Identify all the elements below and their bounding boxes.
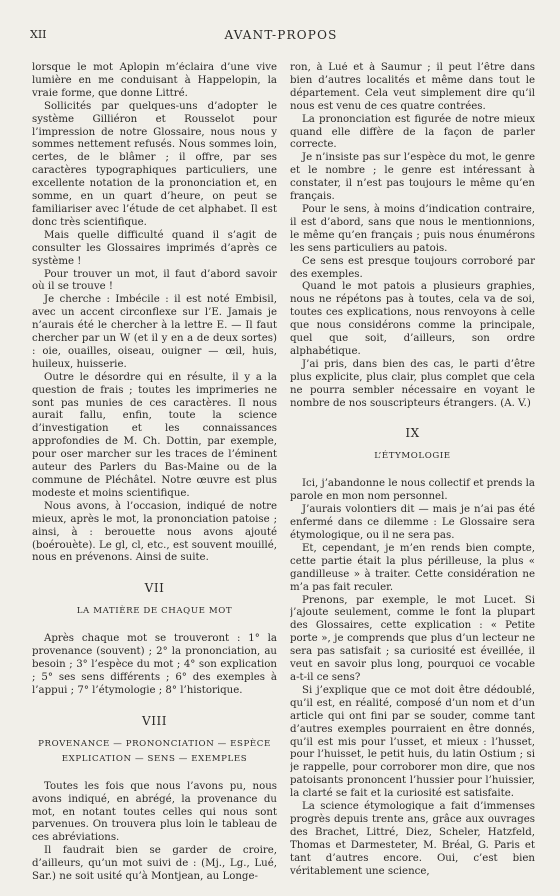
section-number: VIII — [142, 713, 167, 728]
section-title — [32, 737, 277, 767]
section-title-line: EXPLICATION — SENS — EXEMPLES — [61, 753, 248, 764]
paragraph: ron, à Lué et à Saumur ; il peut l’être dans bien d’autres localités et même dans tout le département. Cela veut simplement dire qu’il nous est venu de ces quatre contrées. — [290, 62, 535, 112]
paragraph: Toutes les fois que nous l’avons pu, nous avons indiqué, en abrégé, la provenance du mot, en notant toutes celles qui nous sont parvenues. On trouvera plus loin le tableau de ces abréviations. — [32, 780, 277, 844]
paragraph: Je n’insiste pas sur l’espèce du mot, le genre et le nombre ; le genre est intéressant à constater, il n’est pas toujours le même qu’en français. — [290, 152, 535, 203]
section-number: IX — [405, 426, 420, 441]
paragraph: Outre le désordre qui en résulte, il y a la question de frais ; toutes les imprimeries ne sont pas munies de ces caractères. Il nous aurait fallu, enfin, toute la science d’investigation et les connaissances approfondies de M. Ch. Dottin, par exemple, pour oser marcher sur les traces de l’éminent auteur des Parlers du Bas-Maine ou de la commune de Pléchâtel. Notre œuvre est plus modeste et moins scientifique. — [32, 371, 277, 499]
paragraph: Pour trouver un mot, il faut d’abord savoir où il se trouve ! — [32, 268, 277, 293]
paragraph: Si j’explique que ce mot doit être dédoublé, qu’il est, en réalité, composé d’un nom et d’un article qui ont fini par se souder, comme tant d’autres exemples pourraient en être donnés, qu’il est mis pour l’usset, et mieux : l’husset, pour l’huisset, le petit huis, du latin Ostium ; si je rappelle, pour corroborer mon dire, que nos patoisants prononcent l’hussier pour l’huissier, la clarté se fait et la curiosité est satisfaite. — [290, 684, 535, 800]
paragraph: Ici, j’abandonne le nous collectif et prends la parole en mon nom personnel. — [290, 478, 535, 503]
section-title-line: PROVENANCE — PRONONCIATION — ESPÈCE — [38, 738, 271, 749]
paragraph: La prononciation est figurée de notre mieux quand elle diffère de la façon de parler correcte. — [290, 113, 535, 151]
paragraph: Je cherche : Imbécile : il est noté Embisil, avec un accent circonflexe sur l’E. Jamais je n’aurais été le chercher à la lettre E. — Il faut chercher par un W (et il y en a de deux sortes) : oie, ouailles, oiseau, ouigner — œil, huis, huileux, huisserie. — [32, 294, 277, 370]
paragraph: Il faudrait bien se garder de croire, d’ailleurs, qu’un mot suivi de : (Mj., Lg., Lué, Sar.) ne soit usité qu’à Montjean, au Longe- — [32, 845, 277, 883]
paragraph: Mais quelle difficulté quand il s’agit de consulter les Glossaires imprimés d’après ce système ! — [32, 229, 277, 267]
paragraph: Sollicités par quelques-uns d’adopter le système Gilliéron et Rousselot pour l’impression de notre Glossaire, nous nous y sommes nettement refusés. Nous sommes loin, certes, de le blâmer ; il offre, par ses caractères typographiques particuliers, une excellente notation de la prononciation et, en somme, en un quart d’heure, on peut se familiariser avec l’étude de cet alphabet. Il est donc très scientifique. — [32, 100, 277, 228]
paragraph: J’ai pris, dans bien des cas, le parti d’être plus explicite, plus clair, plus complet que cela ne pourra sembler nécessaire en voyant le nombre de nos souscripteurs étrangers. (A. V.) — [290, 358, 535, 409]
page-number: XII — [30, 28, 47, 41]
section-number: VII — [144, 581, 165, 596]
paragraph: Nous avons, à l’occasion, indiqué de notre mieux, après le mot, la prononciation patoise ; ainsi, à : berouette nous avons ajouté (boérouète). Le gl, cl, etc., est souvent mouillé, nous en prévenons. Ainsi de suite. — [32, 500, 277, 564]
section-title: LA MATIÈRE DE CHAQUE MOT — [76, 606, 233, 617]
paragraph: J’aurais volontiers dit — mais je n’ai pas été enfermé dans ce dilemme : Le Glossaire sera étymologique, ou il ne sera pas. — [290, 504, 535, 541]
paragraph: lorsque le mot Aplopin m’éclaira d’une vive lumière en me conduisant à Happelopin, la vraie forme, que donne Littré. — [32, 62, 277, 99]
right-column — [290, 62, 535, 888]
paragraph: La science étymologique a fait d’immenses progrès depuis trente ans, grâce aux ouvrages des Brachet, Littré, Diez, Scheler, Hatzfeld, Thomas et Darmesteter, M. Bréal, G. Paris et tant d’autres encore. Oui, c’est bien véritablement une science, — [290, 801, 535, 877]
page-header — [30, 28, 532, 44]
paragraph: Après chaque mot se trouveront : 1° la provenance (souvent) ; 2° la prononciation, au besoin ; 3° l’espèce du mot ; 4° son explication ; 5° ses sens différents ; 6° des exemples à l’appui ; 7° l’étymologie ; 8° l’historique. — [32, 633, 277, 696]
running-title: AVANT-PROPOS — [224, 28, 338, 42]
paragraph: Ce sens est presque toujours corroboré par des exemples. — [290, 255, 535, 280]
left-column — [32, 62, 277, 888]
section-title: L’ÉTYMOLOGIE — [374, 451, 451, 462]
paragraph: Et, cependant, je m’en rends bien compte, cette partie était la plus périlleuse, la plus « gandilleuse » à traiter. Cette considération ne m’a pas fait reculer. — [290, 542, 535, 593]
paragraph: Pour le sens, à moins d’indication contraire, il est d’abord, sans que nous le mentionnions, le même qu’en français ; puis nous énumérons les sens particuliers au patois. — [290, 203, 535, 254]
paragraph: Prenons, par exemple, le mot Lucet. Si j’ajoute seulement, comme le font la plupart des Glossaires, cette explication : « Petite porte », je comprends que plus d’un lecteur ne sera pas satisfait ; sa curiosité est éveillée, il veut en savoir plus long, pourquoi ce vocable a-t-il ce sens? — [290, 594, 535, 683]
paragraph: Quand le mot patois a plusieurs graphies, nous ne répétons pas à toutes, cela va de soi, toutes ces explications, nous renvoyons à celle que nous considérons comme la principale, quel que soit, d’ailleurs, son ordre alphabétique. — [290, 281, 535, 357]
